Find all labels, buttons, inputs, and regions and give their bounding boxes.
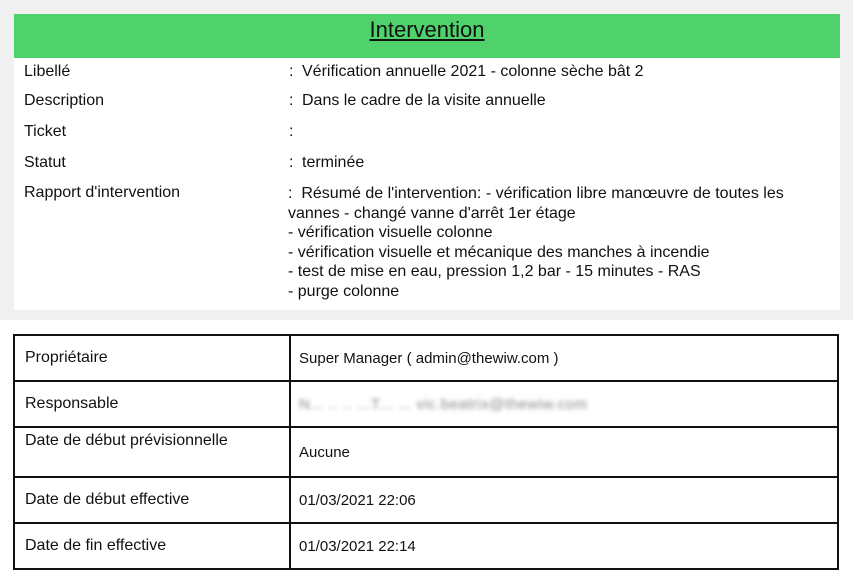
meta-value-date-debut-eff: 01/03/2021 22:06: [290, 477, 838, 523]
meta-panel: [0, 320, 853, 588]
meta-label-responsable: Responsable: [14, 381, 290, 427]
table-row: [14, 477, 838, 523]
field-value-description: Dans le cadre de la visite annuelle: [302, 92, 546, 109]
field-value-statut: terminée: [302, 154, 365, 171]
field-label-ticket: Ticket: [24, 123, 67, 140]
field-label-libelle: Libellé: [24, 63, 71, 80]
field-value-libelle: Vérification annuelle 2021 - colonne sèche bât 2: [302, 63, 644, 80]
meta-label-proprietaire: Propriétaire: [14, 335, 290, 381]
meta-table: [13, 334, 839, 570]
rapport-line: : Résumé de l'intervention: - vérification libre manœuvre de toutes les: [288, 185, 784, 202]
table-row: [14, 381, 838, 427]
meta-label-date-fin-eff: Date de fin effective: [14, 523, 290, 569]
meta-value-responsable: N... .. .. ...T... ... vic.beatrix@thewiw.com: [299, 395, 588, 413]
intervention-title: Intervention: [369, 17, 485, 42]
rapport-line: - test de mise en eau, pression 1,2 bar - 15 minutes - RAS: [288, 263, 701, 281]
meta-value-date-fin-eff: 01/03/2021 22:14: [290, 523, 838, 569]
meta-value-responsable-cell: [290, 381, 838, 427]
table-row: [14, 335, 838, 381]
field-separator: :: [289, 123, 294, 140]
rapport-line: - vérification visuelle et mécanique des manches à incendie: [288, 243, 710, 261]
meta-label-date-debut-eff: Date de début effective: [14, 477, 290, 523]
rapport-line: - purge colonne: [288, 282, 400, 300]
field-separator: :: [289, 63, 294, 80]
field-separator: :: [289, 154, 294, 171]
table-row: [14, 427, 838, 477]
meta-value-proprietaire: Super Manager ( admin@thewiw.com ): [290, 335, 838, 381]
field-value-rapport: [288, 184, 828, 302]
rapport-line: - vérification visuelle colonne: [288, 224, 493, 242]
rapport-line: vannes - changé vanne d'arrêt 1er étage: [288, 204, 576, 222]
meta-label-date-debut-prev: Date de début prévisionnelle: [14, 427, 290, 477]
intervention-header: [14, 14, 840, 58]
table-row: [14, 523, 838, 569]
field-separator: :: [289, 92, 294, 109]
field-label-description: Description: [24, 92, 105, 109]
meta-value-date-debut-prev: Aucune: [290, 427, 838, 477]
intervention-panel: [14, 14, 840, 310]
field-label-rapport: Rapport d'intervention: [24, 184, 181, 201]
field-label-statut: Statut: [24, 154, 66, 171]
